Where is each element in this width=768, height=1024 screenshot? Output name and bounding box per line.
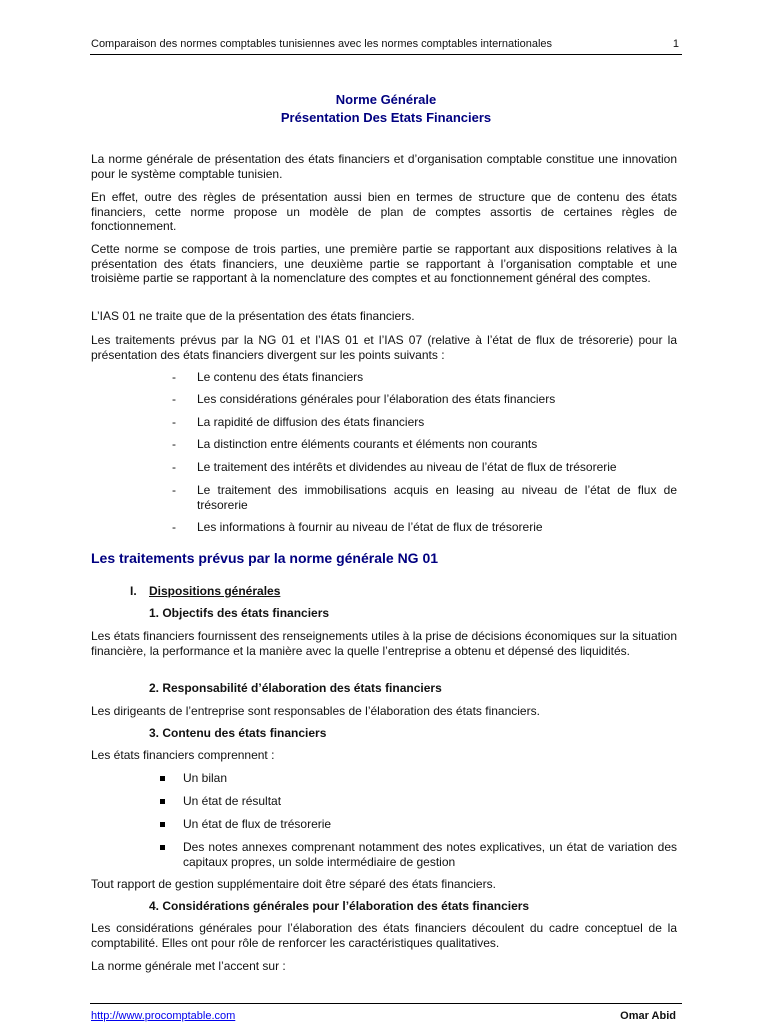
paragraph: Les traitements prévus par la NG 01 et l’IAS 01 et l’IAS 07 (relative à l’état de flux de trésorerie) pour la présentation des états financiers divergent sur les points suivants : bbox=[91, 333, 677, 362]
bullet-marker bbox=[160, 799, 165, 804]
part-title: Dispositions générales bbox=[149, 584, 281, 598]
paragraph: La norme générale de présentation des états financiers et d’organisation comptable constitue une innovation pour le système comptable tunisien. bbox=[91, 152, 677, 181]
list-item: Un état de résultat bbox=[183, 794, 282, 808]
list-dash: - bbox=[172, 460, 176, 474]
page-header bbox=[91, 38, 681, 50]
bullet-marker bbox=[160, 822, 165, 827]
paragraph: Les états financiers comprennent : bbox=[91, 748, 275, 762]
list-dash: - bbox=[172, 520, 176, 534]
paragraph: Les considérations générales pour l’élaboration des états financiers découlent du cadre conceptuel de la comptabilité. Elles ont pour rôle de renforcer les caractéristiques qualitatives. bbox=[91, 921, 677, 950]
list-item: La distinction entre éléments courants et éléments non courants bbox=[197, 437, 538, 451]
list-item: Un bilan bbox=[183, 771, 228, 785]
paragraph: En effet, outre des règles de présentation aussi bien en termes de structure que de contenu des états financiers, cette norme propose un modèle de plan de comptes assortis de certaines règles de fonctionnement. bbox=[91, 190, 677, 234]
header-title: Comparaison des normes comptables tunisiennes avec les normes comptables internationales bbox=[91, 38, 553, 50]
paragraph: Tout rapport de gestion supplémentaire doit être séparé des états financiers. bbox=[91, 877, 496, 891]
list-dash: - bbox=[172, 392, 176, 406]
page-number: 1 bbox=[672, 38, 679, 50]
list-item: Le traitement des immobilisations acquis en leasing au niveau de l’état de flux de trésorerie bbox=[197, 483, 677, 512]
footer-author: Omar Abid bbox=[620, 1010, 676, 1022]
subsection-title: 2. Responsabilité d’élaboration des états financiers bbox=[149, 681, 442, 695]
paragraph: Les dirigeants de l’entreprise sont responsables de l’élaboration des états financiers. bbox=[91, 704, 540, 718]
paragraph: L’IAS 01 ne traite que de la présentation des états financiers. bbox=[91, 309, 415, 323]
doc-title: Norme Générale bbox=[335, 92, 437, 107]
list-dash: - bbox=[172, 437, 176, 451]
section-heading: Les traitements prévus par la norme générale NG 01 bbox=[91, 550, 439, 566]
paragraph: Cette norme se compose de trois parties, une première partie se rapportant aux dispositions relatives à la présentation des états financiers, une deuxième partie se rapportant à l’organisation comptable et une troisième partie se rapportant à la nomenclature des comptes et au fonctionnement général des comptes. bbox=[91, 242, 677, 286]
list-item: Un état de flux de trésorerie bbox=[183, 817, 332, 831]
list-dash: - bbox=[172, 415, 176, 429]
header-divider bbox=[90, 54, 682, 55]
list-item: Des notes annexes comprenant notamment des notes explicatives, un état de variation des capitaux propres, un solde intermédiaire de gestion bbox=[183, 840, 677, 869]
subsection-title: 3. Contenu des états financiers bbox=[149, 726, 327, 740]
paragraph: La norme générale met l’accent sur : bbox=[91, 959, 286, 973]
list-dash: - bbox=[172, 483, 176, 497]
list-item: Le contenu des états financiers bbox=[197, 370, 364, 384]
paragraph: Les états financiers fournissent des renseignements utiles à la prise de décisions économiques sur la situation financière, la performance et la manière avec la quelle l’entreprise a obtenu et dépensé des liquidités. bbox=[91, 629, 677, 658]
part-number: I. bbox=[130, 584, 137, 598]
bullet-marker bbox=[160, 845, 165, 850]
list-item: Le traitement des intérêts et dividendes au niveau de l’état de flux de trésorerie bbox=[197, 460, 617, 474]
list-dash: - bbox=[172, 370, 176, 384]
doc-subtitle: Présentation Des Etats Financiers bbox=[280, 110, 492, 125]
subsection-title: 1. Objectifs des états financiers bbox=[149, 606, 330, 620]
footer-link[interactable]: http://www.procomptable.com bbox=[91, 1010, 236, 1022]
subsection-title: 4. Considérations générales pour l’élaboration des états financiers bbox=[149, 899, 530, 913]
footer-divider bbox=[90, 1003, 682, 1004]
list-item: La rapidité de diffusion des états financiers bbox=[197, 415, 425, 429]
list-item: Les considérations générales pour l’élaboration des états financiers bbox=[197, 392, 556, 406]
bullet-marker bbox=[160, 776, 165, 781]
list-item: Les informations à fournir au niveau de l’état de flux de trésorerie bbox=[197, 520, 543, 534]
